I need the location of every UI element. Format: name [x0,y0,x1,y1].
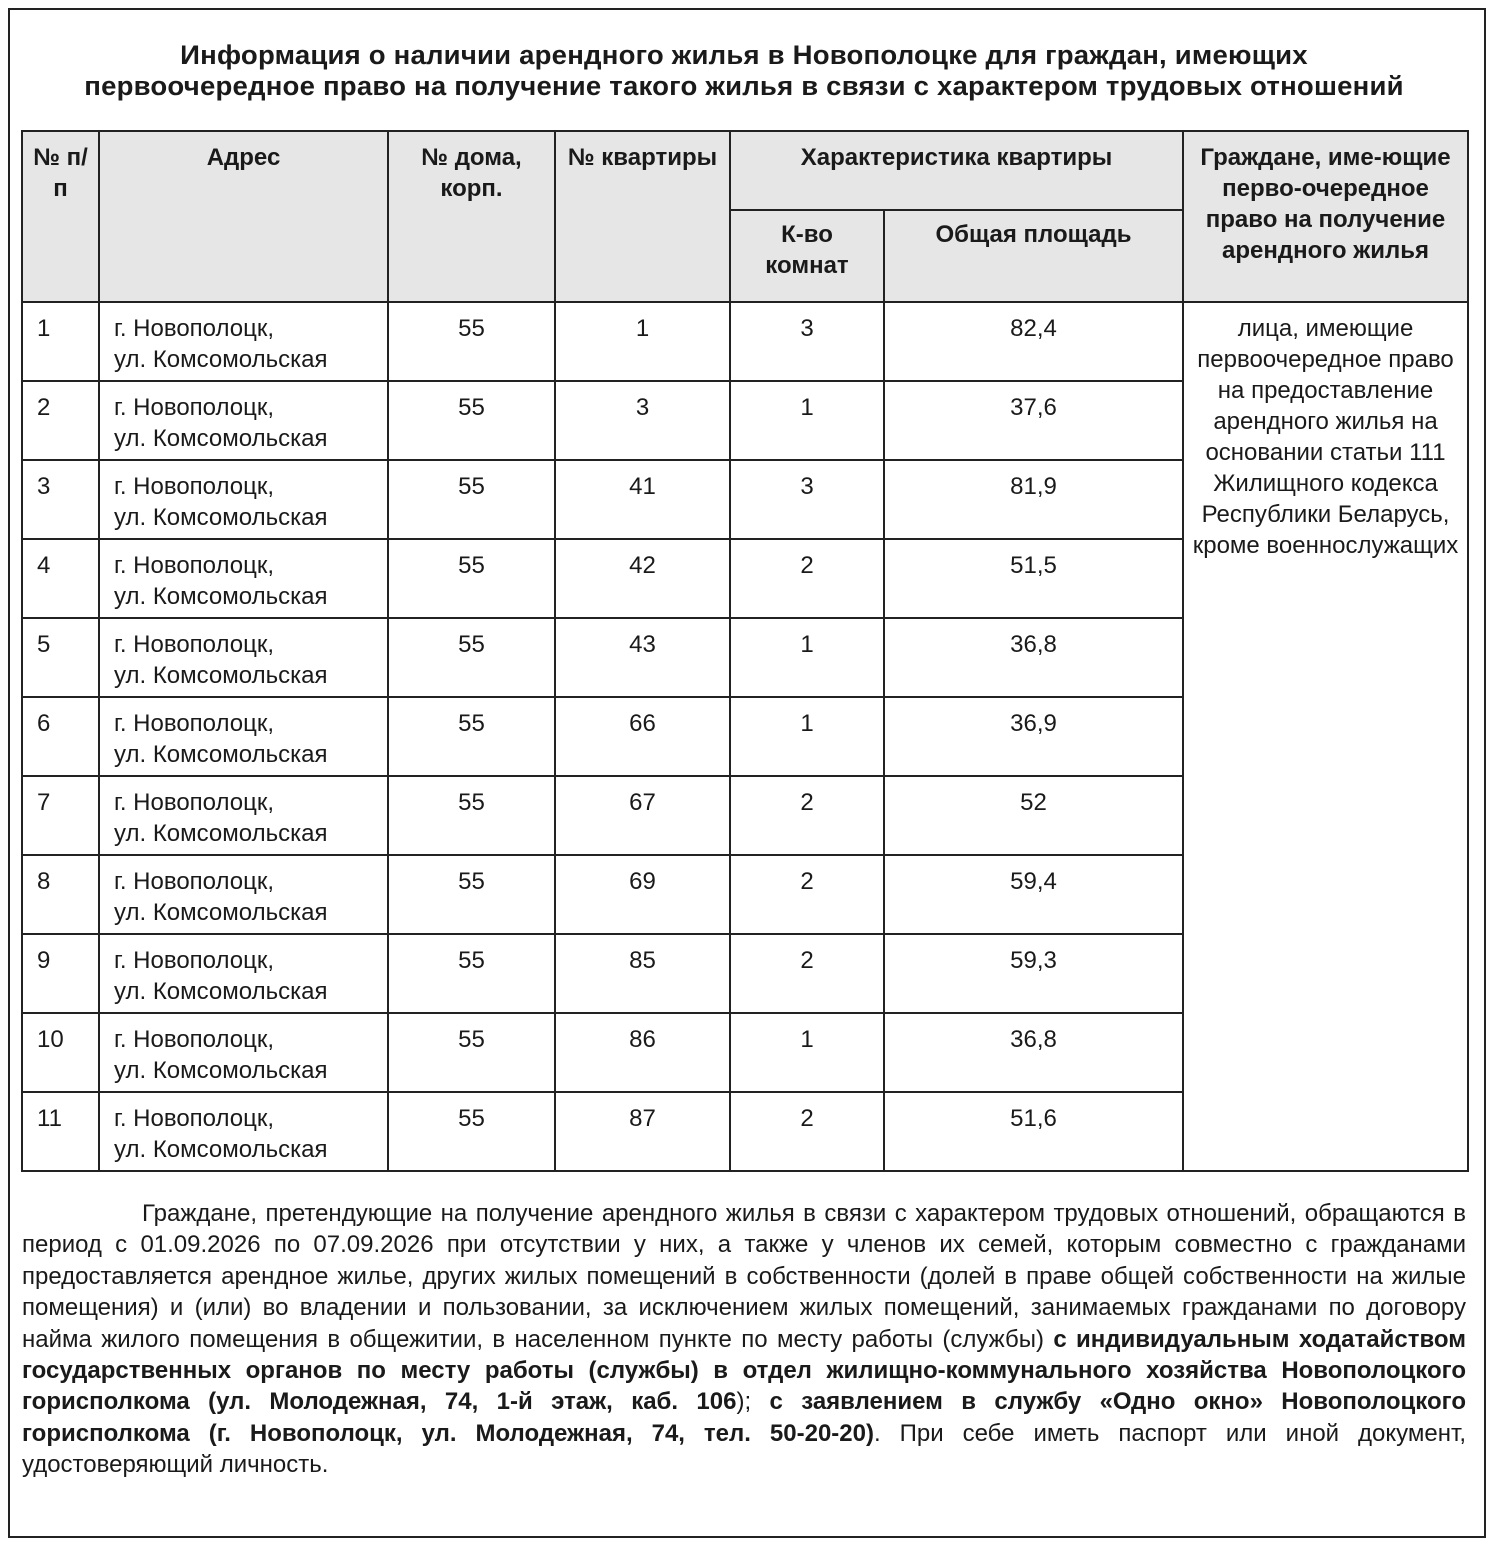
row-house: 55 [388,618,555,697]
address-street: ул. Комсомольская [114,583,328,610]
row-rooms: 1 [730,1013,884,1092]
header-area: Общая площадь [884,210,1183,302]
address-street: ул. Комсомольская [114,662,328,689]
header-num: № п/п [22,131,99,302]
row-num: 7 [22,776,99,855]
row-rooms: 1 [730,618,884,697]
title-line-1: Информация о наличии арендного жилья в Новополоцке для граждан, имеющих [180,40,1308,70]
row-num: 6 [22,697,99,776]
row-house: 55 [388,381,555,460]
row-apartment: 66 [555,697,730,776]
row-apartment: 67 [555,776,730,855]
address-city: г. Новополоцк, [114,1026,275,1053]
row-house: 55 [388,1092,555,1171]
footer-text-1: Граждане, претендующие на получение арендного жилья в связи с характером трудовых отношений, обращаются в период с 01.09.2026 по 07.09.2026 при отсутствии у них, а также у членов их семей, которым совместно с гражданами предоставляется арендное жилье, других жилых помещений в собственности (долей в праве общей собственности на жилые помещения) и (или) во владении и пользовании, за исключением жилых помещений, занимаемых гражданами по договору найма жилого помещения в общежитии, в населенном пункте по месту работы (службы) [22,1200,1466,1353]
header-characteristics: Характеристика квартиры [730,131,1183,210]
row-rooms: 1 [730,697,884,776]
row-house: 55 [388,934,555,1013]
row-apartment: 69 [555,855,730,934]
row-num: 4 [22,539,99,618]
address-street: ул. Комсомольская [114,346,328,373]
housing-table [21,130,1469,1172]
row-house: 55 [388,1013,555,1092]
footer-bold-2: с заявлением в службу «Одно окно» Новополоцкого горисполкома (г. Новополоцк, ул. Молодежная, 74, тел. 50-20-20) [22,1388,1466,1447]
row-rooms: 2 [730,855,884,934]
address-city: г. Новополоцк, [114,552,275,579]
row-address [99,618,388,697]
row-house: 55 [388,697,555,776]
row-num: 1 [22,302,99,381]
row-area: 36,8 [884,1013,1183,1092]
row-rooms: 2 [730,539,884,618]
header-rooms: К-во комнат [730,210,884,302]
row-apartment: 43 [555,618,730,697]
header-citizens: Граждане, име-ющие перво-очередное право на получение арендного жилья [1183,131,1468,302]
row-address [99,460,388,539]
row-area: 52 [884,776,1183,855]
row-address [99,697,388,776]
row-house: 55 [388,460,555,539]
row-address [99,302,388,381]
row-num: 5 [22,618,99,697]
row-num: 11 [22,1092,99,1171]
row-num: 8 [22,855,99,934]
row-address [99,934,388,1013]
row-rooms: 2 [730,776,884,855]
row-area: 81,9 [884,460,1183,539]
row-address [99,1092,388,1171]
page-title [6,40,1483,102]
address-street: ул. Комсомольская [114,820,328,847]
row-apartment: 1 [555,302,730,381]
header-address: Адрес [99,131,388,302]
address-street: ул. Комсомольская [114,425,328,452]
address-street: ул. Комсомольская [114,1057,328,1084]
row-address [99,539,388,618]
row-rooms: 3 [730,302,884,381]
title-line-2: первоочередное право на получение такого жилья в связи с характером трудовых отношений [84,71,1404,101]
header-house: № дома, корп. [388,131,555,302]
address-street: ул. Комсомольская [114,899,328,926]
address-city: г. Новополоцк, [114,868,275,895]
row-house: 55 [388,855,555,934]
row-rooms: 1 [730,381,884,460]
address-street: ул. Комсомольская [114,504,328,531]
address-city: г. Новополоцк, [114,1105,275,1132]
address-city: г. Новополоцк, [114,631,275,658]
citizens-note: лица, имеющие первоочередное право на предоставление арендного жилья на основании статьи 111 Жилищного кодекса Республики Беларусь, кроме военнослужащих [1183,302,1468,1171]
row-area: 51,5 [884,539,1183,618]
row-area: 37,6 [884,381,1183,460]
row-apartment: 3 [555,381,730,460]
row-area: 59,4 [884,855,1183,934]
address-city: г. Новополоцк, [114,315,275,342]
footer-text-2: ); [736,1388,770,1416]
row-house: 55 [388,302,555,381]
address-city: г. Новополоцк, [114,394,275,421]
row-house: 55 [388,539,555,618]
address-city: г. Новополоцк, [114,947,275,974]
footer-text-3: . При себе иметь паспорт или иной документ, удостоверяющий личность. [22,1419,1467,1479]
row-apartment: 41 [555,460,730,539]
row-address [99,855,388,934]
row-area: 82,4 [884,302,1183,381]
row-apartment: 86 [555,1013,730,1092]
row-num: 2 [22,381,99,460]
table-body [22,302,1468,1171]
row-address [99,381,388,460]
address-street: ул. Комсомольская [114,978,328,1005]
address-city: г. Новополоцк, [114,789,275,816]
header-apartment: № квартиры [555,131,730,302]
row-num: 9 [22,934,99,1013]
row-rooms: 2 [730,934,884,1013]
address-street: ул. Комсомольская [114,741,328,768]
row-address [99,776,388,855]
row-num: 10 [22,1013,99,1092]
row-area: 36,9 [884,697,1183,776]
row-area: 51,6 [884,1092,1183,1171]
row-apartment: 42 [555,539,730,618]
row-apartment: 87 [555,1092,730,1171]
row-num: 3 [22,460,99,539]
row-area: 36,8 [884,618,1183,697]
address-city: г. Новополоцк, [114,710,275,737]
table-row [22,302,1468,381]
row-house: 55 [388,776,555,855]
address-street: ул. Комсомольская [114,1136,328,1163]
address-city: г. Новополоцк, [114,473,275,500]
row-address [99,1013,388,1092]
row-apartment: 85 [555,934,730,1013]
row-area: 59,3 [884,934,1183,1013]
footer-bold-1: с индивидуальным ходатайством государственных органов по месту работы (службы) в отдел жилищно-коммунального хозяйства Новополоцкого горисполкома (ул. Молодежная, 74, 1-й этаж, каб. 106 [22,1325,1467,1416]
row-rooms: 2 [730,1092,884,1171]
footer-notice [22,1198,1466,1481]
row-rooms: 3 [730,460,884,539]
